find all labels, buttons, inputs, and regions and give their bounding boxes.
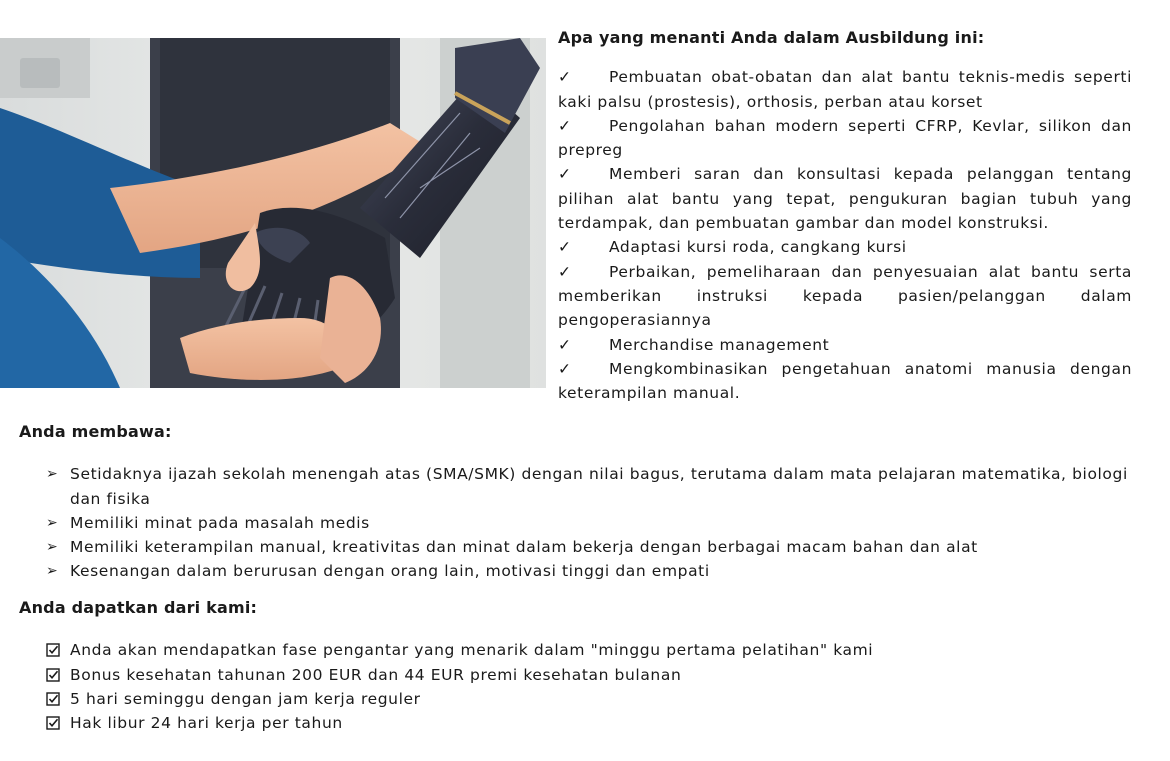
checkmark-icon: ✓ <box>558 68 572 87</box>
arrow-bullet-icon: ➢ <box>46 539 59 556</box>
checked-box-icon <box>46 716 60 730</box>
benefits-heading: Anda dapatkan dari kami: <box>19 598 258 617</box>
list-item-text: Pembuatan obat-obatan dan alat bantu teknis-medis seperti kaki palsu (prostesis), orthosis, perban atau korset <box>558 68 1132 111</box>
list-item-text: Memiliki minat pada masalah medis <box>70 513 370 532</box>
checked-box-icon <box>46 668 60 682</box>
training-tasks-heading: Apa yang menanti Anda dalam Ausbildung ini: <box>558 28 985 47</box>
checkmark-icon: ✓ <box>558 359 572 378</box>
list-item <box>558 114 1132 163</box>
prosthetic-arm-photo <box>0 38 546 388</box>
list-item <box>19 462 1132 511</box>
list-item-text: Hak libur 24 hari kerja per tahun <box>70 714 343 733</box>
list-item-text: Adaptasi kursi roda, cangkang kursi <box>609 238 907 257</box>
arrow-bullet-icon: ➢ <box>46 563 59 580</box>
list-item <box>19 511 1132 535</box>
list-item-text: Bonus kesehatan tahunan 200 EUR dan 44 EUR premi kesehatan bulanan <box>70 665 682 684</box>
list-item-text: Mengkombinasikan pengetahuan anatomi manusia dengan keterampilan manual. <box>558 359 1132 403</box>
list-item <box>19 711 1132 735</box>
list-item <box>558 260 1132 333</box>
requirements-heading: Anda membawa: <box>19 422 172 441</box>
checkmark-icon: ✓ <box>558 262 572 281</box>
list-item-text: Memiliki keterampilan manual, kreativitas dan minat dalam bekerja dengan berbagai macam bahan dan alat <box>70 538 978 557</box>
list-item <box>19 535 1132 559</box>
list-item-text: Pengolahan bahan modern seperti CFRP, Kevlar, silikon dan prepreg <box>558 116 1132 160</box>
checkmark-icon: ✓ <box>558 335 572 354</box>
list-item <box>558 357 1132 406</box>
requirements-section <box>19 420 1132 584</box>
list-item <box>19 638 1132 662</box>
checked-box-icon <box>46 692 60 706</box>
requirements-list <box>19 462 1132 583</box>
training-tasks-list <box>558 65 1132 405</box>
benefits-section <box>19 596 1132 735</box>
checkmark-icon: ✓ <box>558 116 572 135</box>
benefits-list <box>19 638 1132 735</box>
list-item <box>558 333 1132 357</box>
list-item-text: Kesenangan dalam berurusan dengan orang lain, motivasi tinggi dan empati <box>70 562 710 581</box>
list-item <box>558 235 1132 259</box>
arrow-bullet-icon: ➢ <box>46 514 59 531</box>
list-item <box>558 162 1132 235</box>
list-item-text: Memberi saran dan konsultasi kepada pelanggan tentang pilihan alat bantu yang tepat, pengukuran bagian tubuh yang terdampak, dan pembuatan gambar dan model konstruksi. <box>558 165 1132 233</box>
checked-box-icon <box>46 643 60 657</box>
list-item-text: 5 hari seminggu dengan jam kerja reguler <box>70 689 421 708</box>
list-item <box>19 687 1132 711</box>
list-item-text: Setidaknya ijazah sekolah menengah atas (SMA/SMK) dengan nilai bagus, terutama dalam mata pelajaran matematika, biologi dan fisika <box>70 465 1128 508</box>
list-item <box>19 663 1132 687</box>
checkmark-icon: ✓ <box>558 238 572 257</box>
arrow-bullet-icon: ➢ <box>46 466 59 483</box>
list-item-text: Perbaikan, pemeliharaan dan penyesuaian alat bantu serta memberikan instruksi kepada pasien/pelanggan dalam pengoperasiannya <box>558 262 1132 330</box>
checkmark-icon: ✓ <box>558 165 572 184</box>
list-item <box>558 65 1132 114</box>
training-tasks-section <box>558 26 1132 405</box>
list-item-text: Anda akan mendapatkan fase pengantar yang menarik dalam "minggu pertama pelatihan" kami <box>70 641 874 660</box>
list-item <box>19 559 1132 583</box>
list-item-text: Merchandise management <box>609 335 830 354</box>
